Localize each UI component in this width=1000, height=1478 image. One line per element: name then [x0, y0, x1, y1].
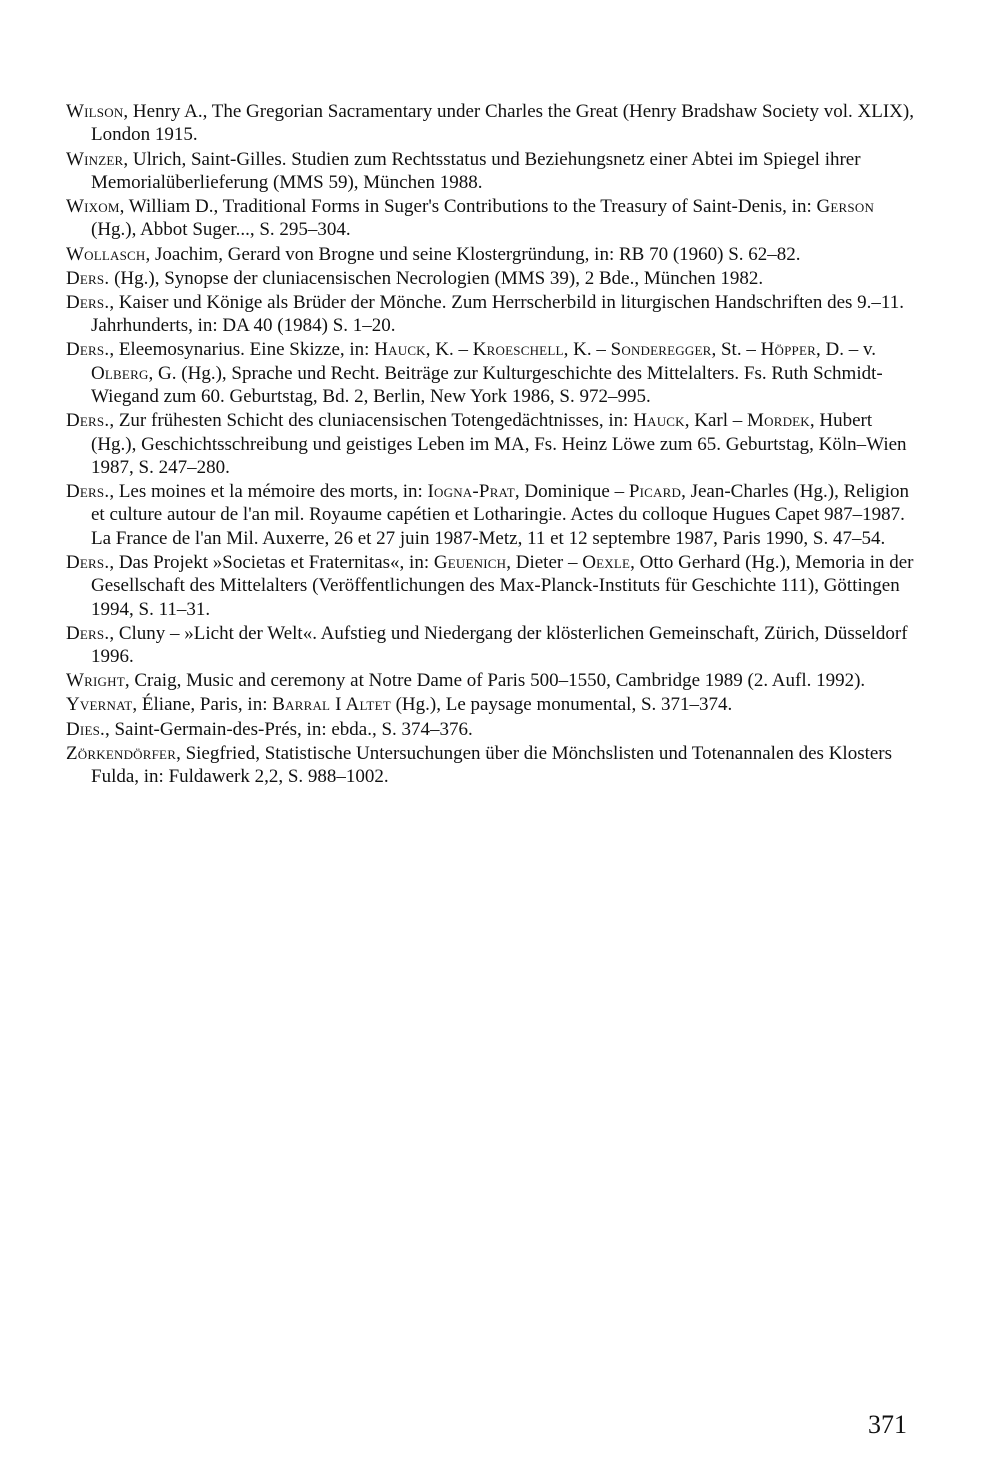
editor-name: Höpper	[760, 339, 816, 361]
editor-name: Kroeschell	[472, 339, 564, 361]
bibliography-entry	[66, 243, 922, 266]
entry-text: (Hg.), Abbot Suger..., S. 295–304.	[91, 219, 351, 241]
entry-text: (Hg.), Synopse der cluniacensischen Necrologien (MMS 39), 2 Bde., München 1982.	[109, 267, 764, 289]
entry-author: Ders.	[66, 339, 110, 361]
entry-text: , Craig, Music and ceremony at Notre Dame of Paris 500–1550, Cambridge 1989 (2. Aufl. 1992).	[124, 670, 866, 692]
entry-author: Zörkendörfer	[66, 742, 177, 764]
editor-name: Sonderegger	[610, 339, 712, 361]
bibliography-entry	[66, 195, 922, 242]
entry-text: , K. –	[563, 339, 611, 361]
entry-author: Ders.	[66, 291, 110, 313]
entry-author: Wixom	[66, 196, 120, 217]
entry-text: , Das Projekt »Societas et Fraternitas«, in:	[109, 551, 434, 573]
editor-name: Mordek	[747, 410, 810, 432]
bibliography-entry	[66, 669, 922, 692]
entry-author: Wilson	[66, 101, 124, 122]
entry-text: , Kaiser und Könige als Brüder der Mönche. Zum Herrscherbild in liturgischen Handschriften des 9.–11. Jahrhunderts, in: DA 40 (1984) S. 1–20.	[91, 291, 904, 337]
entry-author: Winzer	[66, 148, 124, 170]
entry-author: Wollasch	[66, 243, 146, 265]
editor-name: Picard	[628, 481, 682, 502]
entry-text: , Dominique –	[514, 481, 629, 502]
entry-text: , Hubert (Hg.), Geschichtsschreibung und geistiges Leben im MA, Fs. Heinz Löwe zum 65. Geburtstag, Köln–Wien 1987, S. 247–280.	[91, 410, 907, 478]
entry-text: , Les moines et la mémoire des morts, in:	[109, 481, 428, 502]
bibliography-entry	[66, 338, 922, 408]
entry-author: Yvernat	[66, 694, 133, 716]
entry-text: , K. –	[425, 339, 473, 361]
page-number: 371	[868, 1410, 907, 1439]
editor-name: Geuenich	[433, 551, 507, 573]
entry-text: , Éliane, Paris, in:	[132, 694, 273, 716]
entry-text: , Siegfried, Statistische Untersuchungen über die Mönchslisten und Totenannalen des Klosters Fulda, in: Fuldawerk 2,2, S. 988–1002.	[91, 742, 893, 787]
bibliography-entry	[66, 148, 922, 195]
entry-author: Dies.	[66, 718, 105, 740]
bibliography-entry	[66, 100, 922, 147]
bibliography-entry	[66, 693, 922, 716]
entry-text: , Joachim, Gerard von Brogne und seine Klostergründung, in: RB 70 (1960) S. 62–82.	[145, 243, 801, 265]
entry-text: , Jean-Charles (Hg.), Religion et culture autour de l'an mil. Royaume capétien et Lotharingie. Actes du colloque Hugues Capet 987–1987. La France de l'an Mil. Auxerre, 26 et 27 juin 1987-Metz, 11 et 12 septembre 1987, Paris 1990, S. 47–54.	[91, 481, 910, 549]
entry-text: , Henry A., The Gregorian Sacramentary under Charles the Great (Henry Bradshaw Society vol. XLIX), London 1915.	[91, 101, 914, 146]
bibliography-entry	[66, 551, 922, 621]
entry-author: Ders.	[66, 267, 110, 289]
bibliography-entry	[66, 480, 922, 550]
entry-author: Ders.	[66, 481, 110, 502]
editor-name: Hauck	[374, 339, 426, 361]
entry-author: Ders.	[66, 410, 110, 432]
entry-author: Ders.	[66, 551, 110, 573]
bibliography-entry	[66, 267, 922, 290]
bibliography-entry	[66, 718, 922, 741]
editor-name: Barral I Altet	[272, 694, 391, 716]
entry-text: (Hg.), Le paysage monumental, S. 371–374.	[390, 694, 733, 716]
entry-text: , Saint-Germain-des-Prés, in: ebda., S. 374–376.	[104, 718, 473, 740]
entry-author: Ders.	[66, 622, 110, 644]
entry-text: , Zur frühesten Schicht des cluniacensischen Totengedächtnisses, in:	[109, 410, 634, 432]
bibliography-entry	[66, 291, 922, 338]
bibliography-entry	[66, 742, 922, 789]
editor-name: Olberg	[91, 362, 149, 384]
entry-text: , Eleemosynarius. Eine Skizze, in:	[109, 339, 375, 361]
entry-text: , St. –	[711, 339, 761, 361]
entry-text: , D. – v.	[815, 339, 876, 361]
entry-text: , Dieter –	[506, 551, 583, 573]
editor-name: Iogna-Prat	[427, 481, 515, 502]
entry-text: , Cluny – »Licht der Welt«. Aufstieg und Niedergang der klösterlichen Gemeinschaft, Zürich, Düsseldorf 1996.	[91, 622, 908, 668]
bibliography-list	[66, 100, 922, 789]
entry-text: , Karl –	[684, 410, 748, 432]
editor-name: Gerson	[816, 196, 875, 217]
entry-author: Wright	[66, 670, 125, 692]
entry-text: , Ulrich, Saint-Gilles. Studien zum Rechtsstatus und Beziehungsnetz einer Abtei im Spiegel ihrer Memorialüberlieferung (MMS 59), München 1988.	[91, 148, 861, 193]
entry-text: , Otto Gerhard (Hg.), Memoria in der Gesellschaft des Mittelalters (Veröffentlichungen des Max-Planck-Instituts für Geschichte 111), Göttingen 1994, S. 11–31.	[91, 551, 914, 620]
editor-name: Hauck	[633, 410, 685, 432]
entry-text: , G. (Hg.), Sprache und Recht. Beiträge zur Kulturgeschichte des Mittelalters. Fs. Ruth Schmidt-Wiegand zum 60. Geburtstag, Bd. 2, Berlin, New York 1986, S. 972–995.	[91, 362, 883, 407]
entry-text: , William D., Traditional Forms in Suger's Contributions to the Treasury of Saint-Denis, in:	[119, 196, 817, 217]
bibliography-entry	[66, 622, 922, 669]
bibliography-entry	[66, 409, 922, 479]
editor-name: Oexle	[582, 551, 631, 573]
